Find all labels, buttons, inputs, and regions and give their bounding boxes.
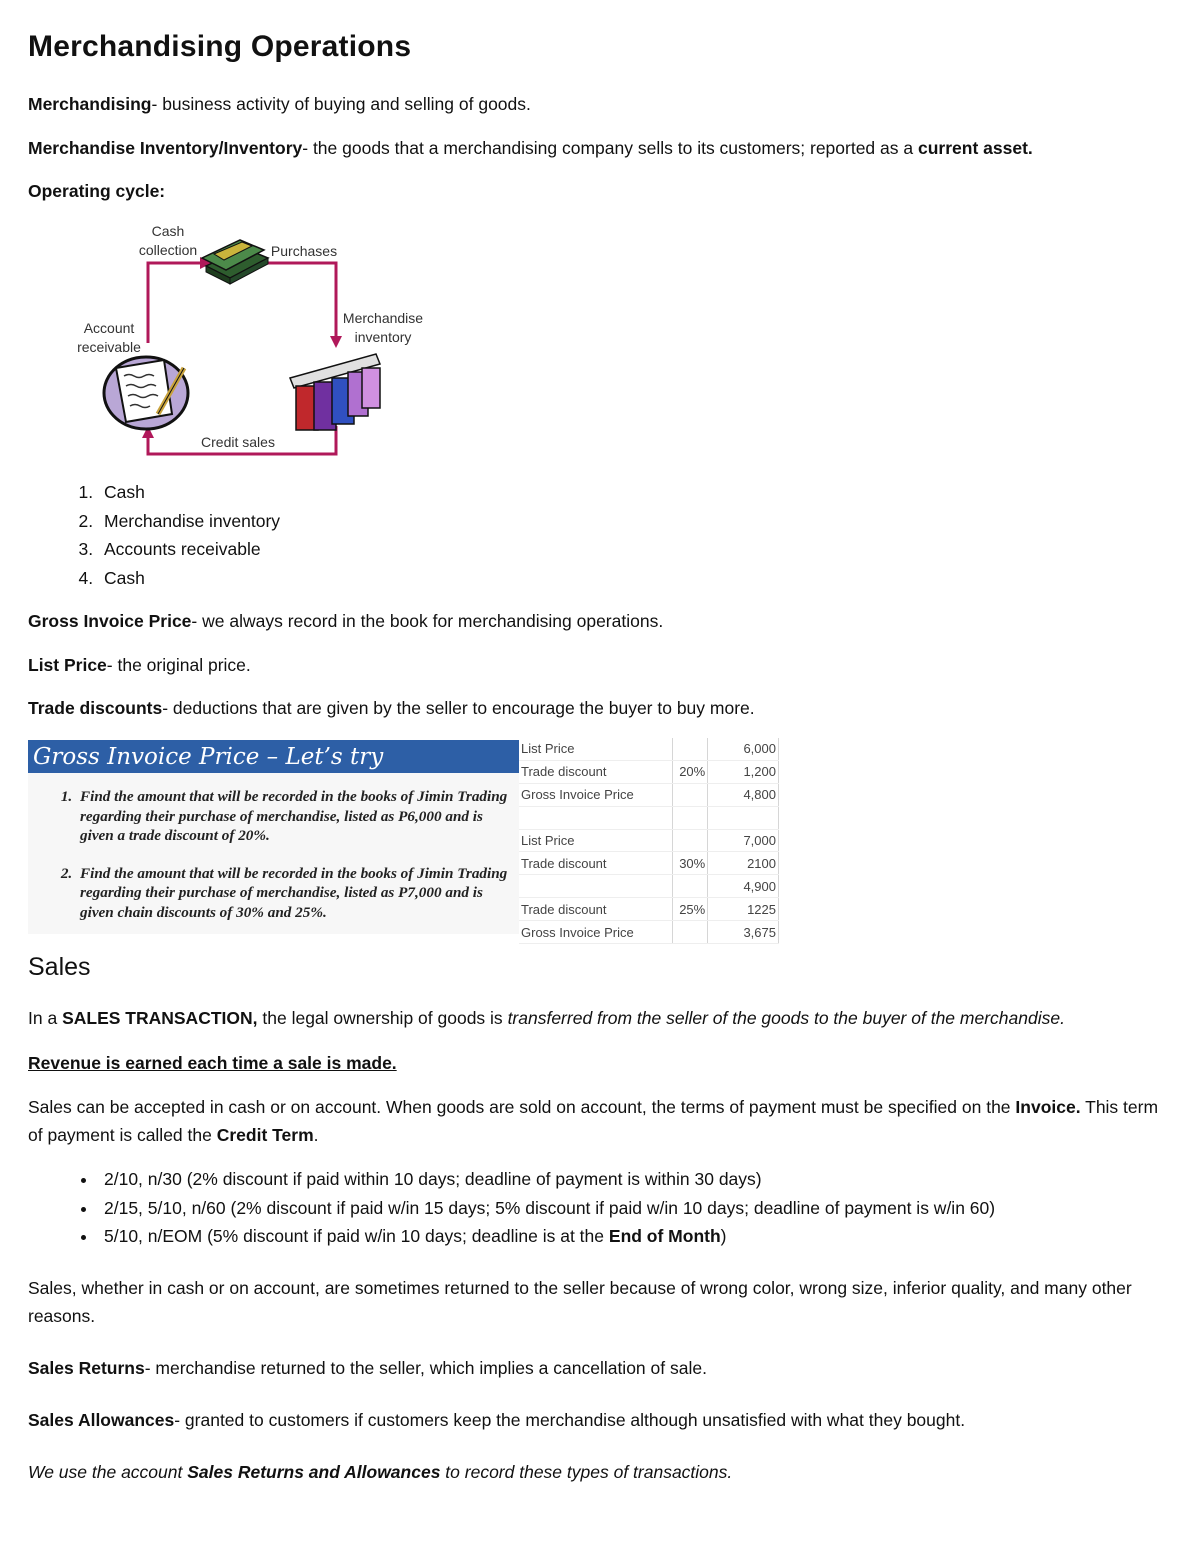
- label-inventory: inventory: [354, 329, 412, 345]
- row-amount-cell: 4,800: [708, 783, 779, 806]
- term-merchandising: Merchandising: [28, 94, 152, 114]
- returns-para: Sales, whether in cash or on account, are sometimes returned to the seller because of wrong color, wrong size, inferior quality, and many other reasons.: [28, 1278, 1132, 1326]
- def-trade-text: - deductions that are given by the seller to encourage the buyer to buy more.: [162, 698, 755, 718]
- text-span: In a: [28, 1008, 58, 1028]
- text-span: 5/10, n/EOM (5% discount if paid w/in 10 days; deadline is at the: [104, 1226, 605, 1246]
- term-sales-returns: Sales Returns: [28, 1358, 145, 1378]
- row-percent-cell: [673, 738, 708, 760]
- cycle-steps-list: [62, 478, 280, 592]
- slide-questions: [28, 773, 519, 922]
- def-trade-discounts: [28, 694, 755, 722]
- computation-spreadsheet: [519, 738, 779, 944]
- computation-table: [519, 738, 779, 944]
- row-amount-cell: 7,000: [708, 829, 779, 852]
- text-span: the legal ownership of goods is: [262, 1008, 503, 1028]
- clothing-rack-icon: [290, 354, 380, 430]
- label-merchandise: Merchandise: [342, 310, 424, 326]
- term-credit-term: Credit Term: [216, 1125, 314, 1145]
- list-item: 1. Cash: [98, 478, 280, 507]
- row-percent-cell: 30%: [673, 852, 708, 875]
- operating-cycle-label: Operating cycle:: [28, 181, 166, 201]
- slide-heading: Gross Invoice Price – Let’s try: [28, 740, 519, 773]
- invoice-icon: [104, 357, 188, 429]
- table-row: [519, 852, 779, 875]
- sales-transaction-para: [28, 1004, 1065, 1032]
- text-span: Sales can be accepted in cash or on account. When goods are sold on account, the terms of payment must be specified on the: [28, 1097, 1011, 1117]
- table-row: [519, 829, 779, 852]
- def-list-text: - the original price.: [106, 655, 251, 675]
- term-inventory: Merchandise Inventory/Inventory: [28, 138, 303, 158]
- def-inventory-text: - the goods that a merchandising company sells to its customers; reported as a: [302, 138, 914, 158]
- slide-question-1: 1. Find the amount that will be recorded in the books of Jimin Trading regarding their purchase of merchandise, listed as P6,000 and is given a trade discount of 20%.: [76, 787, 519, 846]
- row-label-cell: [519, 806, 673, 829]
- text-span: We use the account: [28, 1462, 183, 1482]
- operating-cycle-diagram: [46, 218, 438, 468]
- text-span: - merchandise returned to the seller, which implies a cancellation of sale.: [144, 1358, 707, 1378]
- row-amount-cell: 2100: [708, 852, 779, 875]
- def-merchandising: [28, 90, 531, 118]
- row-label-cell: Trade discount: [519, 898, 673, 921]
- table-row: [519, 806, 779, 829]
- slide-question-2: 2. Find the amount that will be recorded in the books of Jimin Trading regarding their purchase of merchandise, listed as P7,000 and is given chain discounts of 30% and 25%.: [76, 864, 519, 923]
- revenue-statement: [28, 1049, 397, 1077]
- table-row: [519, 921, 779, 944]
- term-sales-returns-allowances: Sales Returns and Allowances: [187, 1462, 441, 1482]
- revenue-underlined: Revenue is earned each time a sale is made.: [28, 1053, 397, 1073]
- row-amount-cell: [708, 806, 779, 829]
- label-credit-sales: Credit sales: [201, 434, 275, 450]
- list-item: • 2/15, 5/10, n/60 (2% discount if paid w/in 15 days; 5% discount if paid w/in 10 days; deadline of payment is w/in 60): [98, 1194, 995, 1223]
- table-row: [519, 783, 779, 806]
- term-current-asset: current asset.: [917, 138, 1033, 158]
- row-label-cell: Gross Invoice Price: [519, 783, 673, 806]
- row-amount-cell: 4,900: [708, 875, 779, 898]
- row-percent-cell: [673, 829, 708, 852]
- arrow-to-cash: [148, 263, 206, 343]
- def-sales-allowances: [28, 1406, 965, 1434]
- row-label-cell: List Price: [519, 738, 673, 760]
- text-span: to record these types of transactions.: [445, 1462, 733, 1482]
- row-percent-cell: 20%: [673, 760, 708, 783]
- row-label-cell: List Price: [519, 829, 673, 852]
- term-end-of-month: End of Month: [608, 1226, 721, 1246]
- row-amount-cell: 1,200: [708, 760, 779, 783]
- arrow-to-inventory: [262, 263, 336, 338]
- label-cash: Cash: [151, 223, 185, 239]
- row-label-cell: Gross Invoice Price: [519, 921, 673, 944]
- list-item: • 2/10, n/30 (2% discount if paid within 10 days; deadline of payment is within 30 days): [98, 1165, 995, 1194]
- text-italic: transferred from the seller of the goods to the buyer of the merchandise.: [507, 1008, 1065, 1028]
- list-item: • 5/10, n/EOM (5% discount if paid w/in 10 days; deadline is at the End of Month): [98, 1222, 995, 1251]
- def-list-price: [28, 651, 251, 679]
- final-note: [28, 1458, 732, 1486]
- term-gross-invoice: Gross Invoice Price: [28, 611, 192, 631]
- term-sales-transaction: SALES TRANSACTION,: [62, 1008, 258, 1028]
- row-amount-cell: 3,675: [708, 921, 779, 944]
- def-inventory: [28, 134, 1033, 162]
- row-label-cell: Trade discount: [519, 852, 673, 875]
- credit-term-para: Sales can be accepted in cash or on account. When goods are sold on account, the terms of payment must be specified on the Invoice. This term of payment is called the Credit Term.: [28, 1097, 1159, 1145]
- term-list-price: List Price: [28, 655, 107, 675]
- term-sales-allowances: Sales Allowances: [28, 1410, 175, 1430]
- table-row: [519, 760, 779, 783]
- label-receivable: receivable: [77, 339, 141, 355]
- row-percent-cell: 25%: [673, 898, 708, 921]
- def-merchandising-text: - business activity of buying and selling of goods.: [151, 94, 531, 114]
- row-label-cell: Trade discount: [519, 760, 673, 783]
- row-percent-cell: [673, 783, 708, 806]
- def-gross-invoice: [28, 607, 663, 635]
- row-label-cell: [519, 875, 673, 898]
- text-span: - granted to customers if customers keep the merchandise although unsatisfied with what they bought.: [174, 1410, 966, 1430]
- row-amount-cell: 6,000: [708, 738, 779, 760]
- term-invoice: Invoice.: [1015, 1097, 1081, 1117]
- row-amount-cell: 1225: [708, 898, 779, 921]
- arrowhead-inventory: [330, 336, 342, 348]
- example-slide: [28, 740, 519, 934]
- def-sales-returns: [28, 1354, 707, 1382]
- label-purchases: Purchases: [270, 243, 338, 259]
- list-item: 3. Accounts receivable: [98, 535, 280, 564]
- list-item: 4. Cash: [98, 564, 280, 593]
- term-trade-discounts: Trade discounts: [28, 698, 163, 718]
- operating-cycle-heading: [28, 177, 165, 205]
- row-percent-cell: [673, 806, 708, 829]
- sales-heading: Sales: [28, 953, 91, 981]
- text-span: This term of payment is called the: [28, 1097, 1159, 1145]
- row-percent-cell: [673, 875, 708, 898]
- row-percent-cell: [673, 921, 708, 944]
- label-account: Account: [83, 320, 135, 336]
- def-gross-text: - we always record in the book for merchandising operations.: [191, 611, 664, 631]
- page-title: Merchandising Operations: [28, 30, 412, 63]
- cash-stack-icon: [202, 240, 268, 284]
- credit-terms-list: [62, 1165, 995, 1251]
- table-row: [519, 898, 779, 921]
- label-collection: collection: [138, 242, 198, 258]
- list-item: 2. Merchandise inventory: [98, 507, 280, 536]
- table-row: [519, 738, 779, 760]
- table-row: [519, 875, 779, 898]
